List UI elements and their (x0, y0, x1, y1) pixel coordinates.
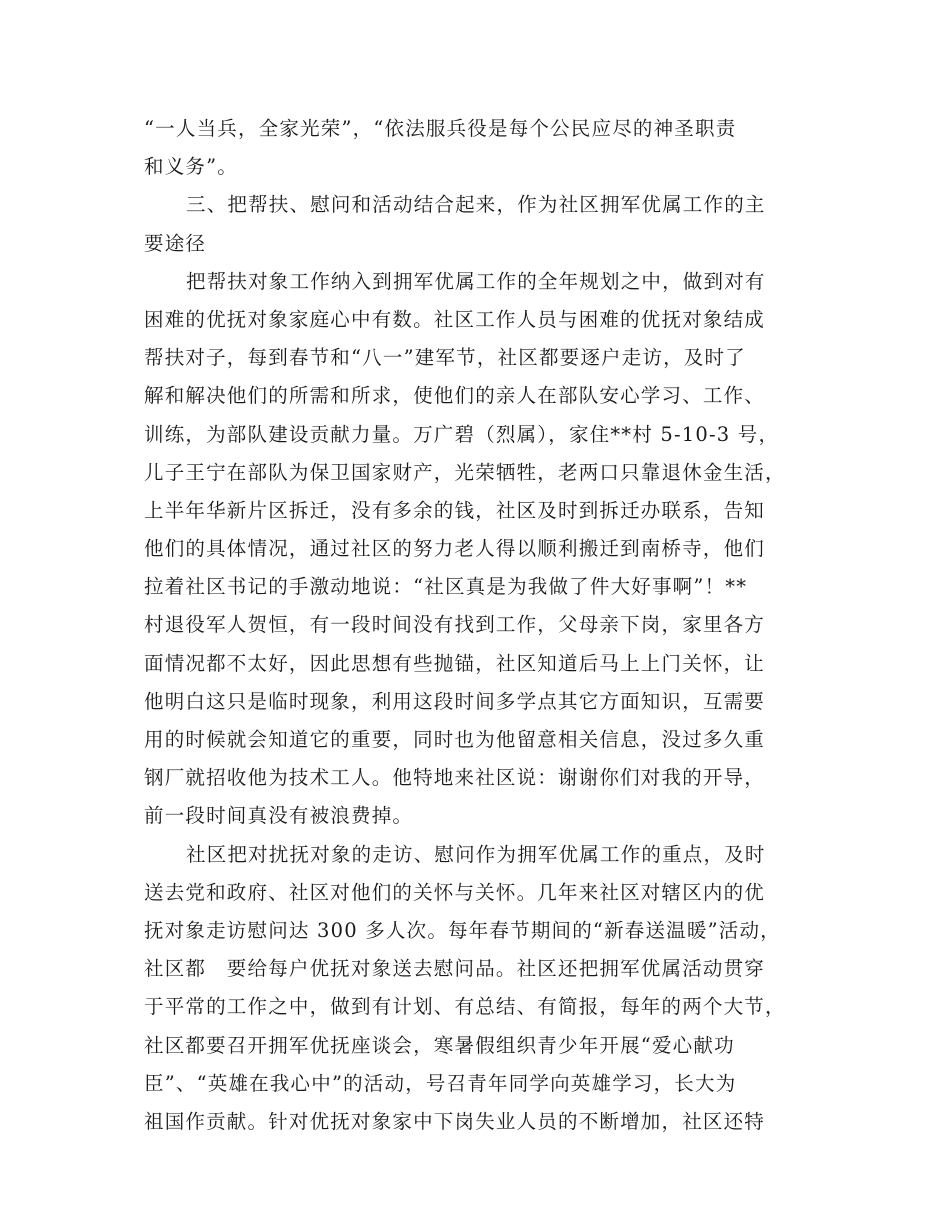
text-line: 前一段时间真没有被浪费掉。 (144, 804, 414, 828)
text-line: 把帮扶对象工作纳入到拥军优属工作的全年规划之中，做到对有 (186, 269, 766, 293)
document-body (144, 110, 804, 1141)
text-line: 拉着社区书记的手激动地说：“社区真是为我做了件大好事啊”！** (144, 575, 748, 599)
text-line: “一人当兵，全家光荣”，“依法服兵役是每个公民应尽的神圣职责 (144, 117, 737, 140)
text-line: 用的时候就会知道它的重要，同时也为他留意相关信息，没过多久重 (144, 728, 766, 751)
text-line: 上半年华新片区拆迁，没有多余的钱，社区及时到拆迁办联系，告知 (144, 498, 766, 522)
text-line: 于平常的工作之中，做到有计划、有总结、有简报，每年的两个大节， (144, 995, 786, 1019)
text-line: 训练，为部队建设贡献力量。万广碧（烈属），家住**村 5-10-3 号， (144, 422, 780, 446)
text-line: 他明白这只是临时现象，利用这段时间多学点其它方面知识，互需要 (144, 689, 766, 713)
text-line: 社区都要召开拥军优抚座谈会，寒暑假组织青少年开展“爱心献功 (144, 1033, 735, 1057)
text-line: 帮扶对子，每到春节和“八一”建军节，社区都要逐户走访，及时了 (144, 346, 746, 370)
text-line: 儿子王宁在部队为保卫国家财产，光荣牺牲，老两口只靠退休金生活， (144, 460, 786, 484)
text-line: 钢厂就招收他为技术工人。他特地来社区说：谢谢你们对我的开导， (144, 766, 766, 790)
text-line: 三、把帮扶、慰问和活动结合起来，作为社区拥军优属工作的主 (186, 193, 766, 217)
text-line: 臣”、“英雄在我心中”的活动，号召青年同学向英雄学习，长大为 (144, 1071, 737, 1095)
text-line: 他们的具体情况，通过社区的努力老人得以顺利搬迁到南桥寺，他们 (144, 537, 766, 561)
text-line: 社区把对扰抚对象的走访、慰问作为拥军优属工作的重点，及时 (186, 842, 766, 866)
text-line: 抚对象走访慰问达 300 多人次。每年春节期间的“新春送温暖”活动， (144, 918, 781, 942)
text-line: 村退役军人贺恒，有一段时间没有找到工作，父母亲下岗，家里各方 (144, 613, 766, 637)
text-line: 和义务”。 (144, 155, 238, 179)
text-line: 面情况都不太好，因此思想有些抛锚，社区知道后马上上门关怀，让 (144, 651, 766, 675)
text-line: 困难的优抚对象家庭心中有数。社区工作人员与困难的优抚对象结成 (144, 307, 766, 331)
text-line: 解和解决他们的所需和所求，使他们的亲人在部队安心学习、工作、 (144, 384, 766, 408)
text-line: 要途径 (144, 231, 207, 255)
text-line: 祖国作贡献。针对优抚对象家中下岗失业人员的不断增加，社区还特 (144, 1109, 766, 1133)
text-line: 社区都 要给每户优抚对象送去慰问品。社区还把拥军优属活动贯穿 (144, 957, 766, 981)
text-line: 送去党和政府、社区对他们的关怀与关怀。几年来社区对辖区内的优 (144, 880, 766, 904)
